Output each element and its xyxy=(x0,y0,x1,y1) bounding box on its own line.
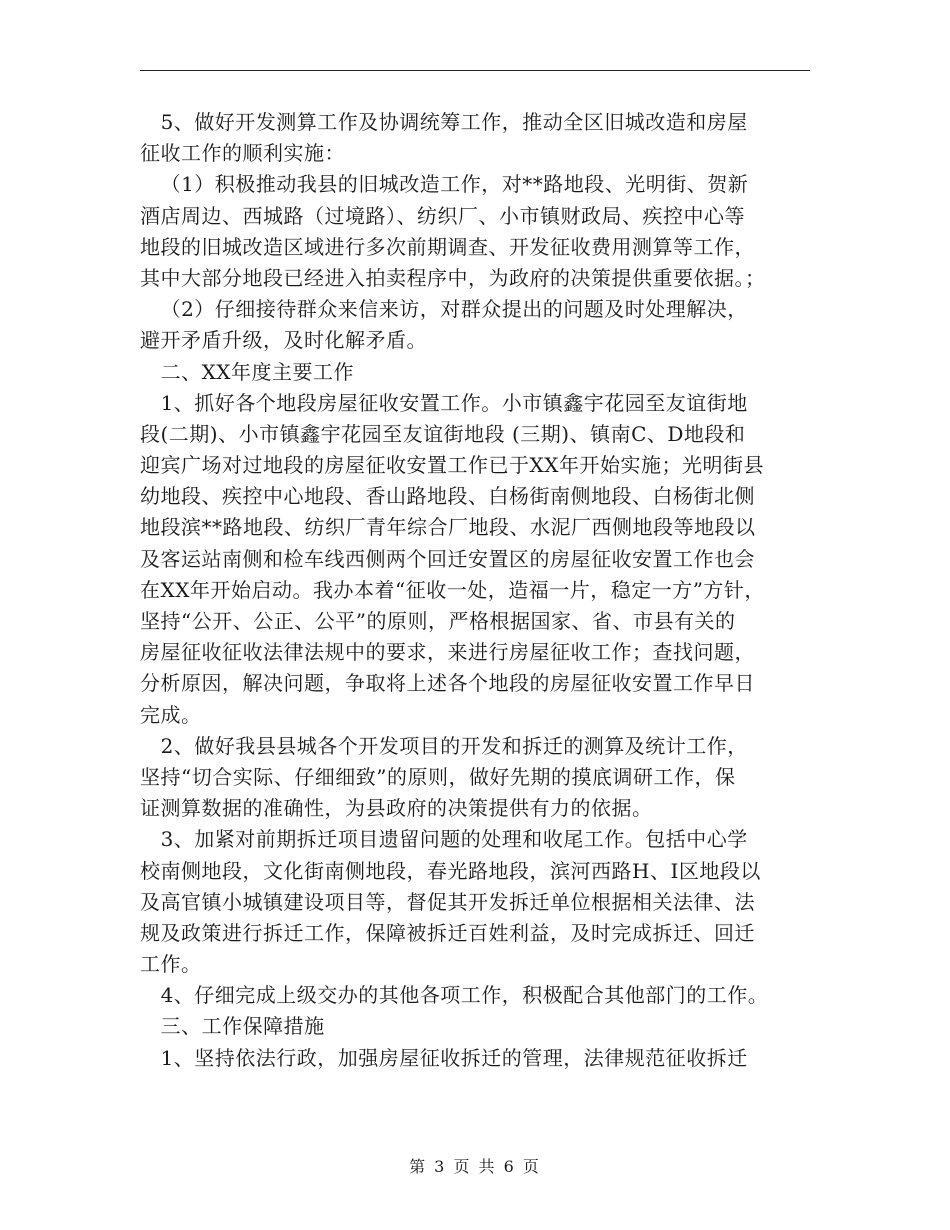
text-line: 征收工作的顺利实施： xyxy=(140,141,345,166)
text-line: 段(二期)、小市镇鑫宇花园至友谊街地段 (三期)、镇南C、D地段和 xyxy=(140,421,746,446)
text-line: 二、XX年度主要工作 xyxy=(140,359,355,384)
text-line: 3、加紧对前期拆迁项目遗留问题的处理和收尾工作。包括中心学 xyxy=(140,827,748,852)
text-line: 4、仔细完成上级交办的其他各项工作，积极配合其他部门的工作。 xyxy=(140,983,769,1008)
text-line: 校南侧地段，文化街南侧地段，春光路地段，滨河西路H、I区地段以 xyxy=(140,858,761,883)
text-line: 及客运站南侧和检车线西侧两个回迁安置区的房屋征收安置工作也会 xyxy=(140,546,755,571)
text-line: 迎宾广场对过地段的房屋征收安置工作已于XX年开始实施；光明街县 xyxy=(140,453,764,478)
text-line: （2）仔细接待群众来信来访，对群众提出的问题及时处理解决， xyxy=(140,297,748,322)
text-line: 及高官镇小城镇建设项目等，督促其开发拆迁单位根据相关法律、法 xyxy=(140,889,755,914)
text-line: 酒店周边、西城路（过境路）、纺织厂、小市镇财政局、疾控中心等 xyxy=(140,203,745,228)
text-line: 1、抓好各个地段房屋征收安置工作。小市镇鑫宇花园至友谊街地 xyxy=(140,390,748,415)
text-line: 幼地段、疾控中心地段、香山路地段、白杨街南侧地段、白杨街北侧 xyxy=(140,484,755,509)
text-line: 其中大部分地段已经进入拍卖程序中，为政府的决策提供重要依据。； xyxy=(140,265,766,290)
header-rule xyxy=(140,70,810,71)
text-line: 避开矛盾升级，及时化解矛盾。 xyxy=(140,328,427,353)
text-line: 规及政策进行拆迁工作，保障被拆迁百姓利益，及时完成拆迁、回迁 xyxy=(140,920,755,945)
text-line: 坚持“公开、公正、公平”的原则，严格根据国家、省、市县有关的 xyxy=(140,609,736,633)
text-line: 5、做好开发测算工作及协调统筹工作，推动全区旧城改造和房屋 xyxy=(140,110,748,134)
text-line: 地段的旧城改造区域进行多次前期调查、开发征收费用测算等工作， xyxy=(140,234,755,259)
text-line: 三、工作保障措施 xyxy=(140,1014,325,1039)
text-line: 证测算数据的准确性，为县政府的决策提供有力的依据。 xyxy=(140,796,653,821)
page-footer: 第 3 页 共 6 页 xyxy=(409,1157,541,1176)
document-body xyxy=(140,107,820,1074)
text-line: 2、做好我县县城各个开发项目的开发和拆迁的测算及统计工作， xyxy=(140,733,748,758)
text-line: 完成。 xyxy=(140,702,202,727)
text-line: 工作。 xyxy=(140,952,202,977)
text-line: 坚持“切合实际、仔细细致”的原则，做好先期的摸底调研工作，保 xyxy=(140,764,736,789)
text-line: 1、坚持依法行政，加强房屋征收拆迁的管理，法律规范征收拆迁 xyxy=(140,1045,748,1070)
text-line: （1）积极推动我县的旧城改造工作，对**路地段、光明街、贺新 xyxy=(140,172,749,197)
text-line: 房屋征收征收法律法规中的要求，来进行房屋征收工作；查找问题， xyxy=(140,640,755,665)
text-line: 分析原因，解决问题，争取将上述各个地段的房屋征收安置工作早日 xyxy=(140,671,755,696)
text-line: 在XX年开始启动。我办本着“征收一处，造福一片，稳定一方”方针， xyxy=(140,577,765,602)
text-line: 地段滨**路地段、纺织厂青年综合厂地段、水泥厂西侧地段等地段以 xyxy=(140,515,756,540)
